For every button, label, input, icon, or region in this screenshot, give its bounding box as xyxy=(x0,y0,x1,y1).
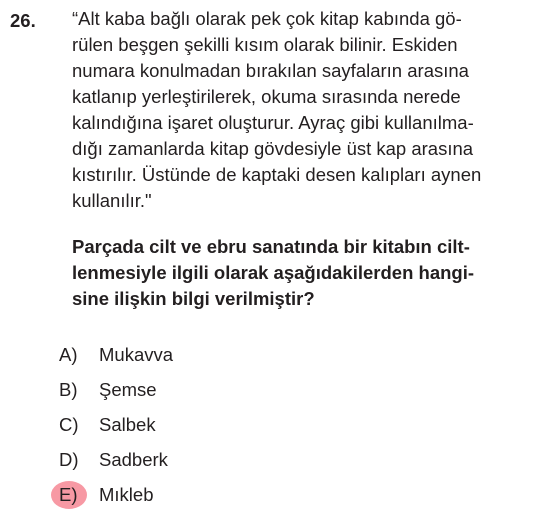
passage-line: rülen beşgen şekilli kısım olarak bilinir. Eskiden xyxy=(72,34,458,55)
option-text: Mıkleb xyxy=(99,484,154,505)
option-letter: A) xyxy=(59,344,78,365)
option-letter: D) xyxy=(59,449,79,470)
option-e[interactable] xyxy=(59,482,154,508)
question-number: 26. xyxy=(10,10,36,31)
passage-line: kalındığına işaret oluşturur. Ayraç gibi kullanılma- xyxy=(72,112,474,133)
option-text: Sadberk xyxy=(99,449,168,470)
question-stem-line: Parçada cilt ve ebru sanatında bir kitabın cilt- xyxy=(72,236,470,257)
passage-line: dığı zamanlarda kitap gövdesiyle üst kap arasına xyxy=(72,138,474,159)
passage-line: kullanılır." xyxy=(72,190,152,211)
option-b[interactable] xyxy=(59,377,157,403)
option-text: Mukavva xyxy=(99,344,174,365)
option-a[interactable] xyxy=(59,342,173,368)
option-c[interactable] xyxy=(59,412,156,438)
passage-line: “Alt kaba bağlı olarak pek çok kitap kabında gö- xyxy=(72,8,462,29)
passage-line: kıstırılır. Üstünde de kaptaki desen kalıpları aynen xyxy=(72,164,482,185)
passage-line: katlanıp yerleştirilerek, okuma sırasında nerede xyxy=(72,86,461,107)
option-letter: B) xyxy=(59,379,78,400)
question-stem-line: sine ilişkin bilgi verilmiştir? xyxy=(72,288,315,309)
option-letter: E) xyxy=(59,484,78,505)
option-text: Salbek xyxy=(99,414,156,435)
question-stem-line: lenmesiyle ilgili olarak aşağıdakilerden hangi- xyxy=(72,262,475,283)
option-d[interactable] xyxy=(59,447,168,473)
option-text: Şemse xyxy=(99,379,157,400)
option-letter-wrapper xyxy=(59,482,99,508)
option-letter: C) xyxy=(59,414,79,435)
passage-line: numara konulmadan bırakılan sayfaların arasına xyxy=(72,60,469,81)
